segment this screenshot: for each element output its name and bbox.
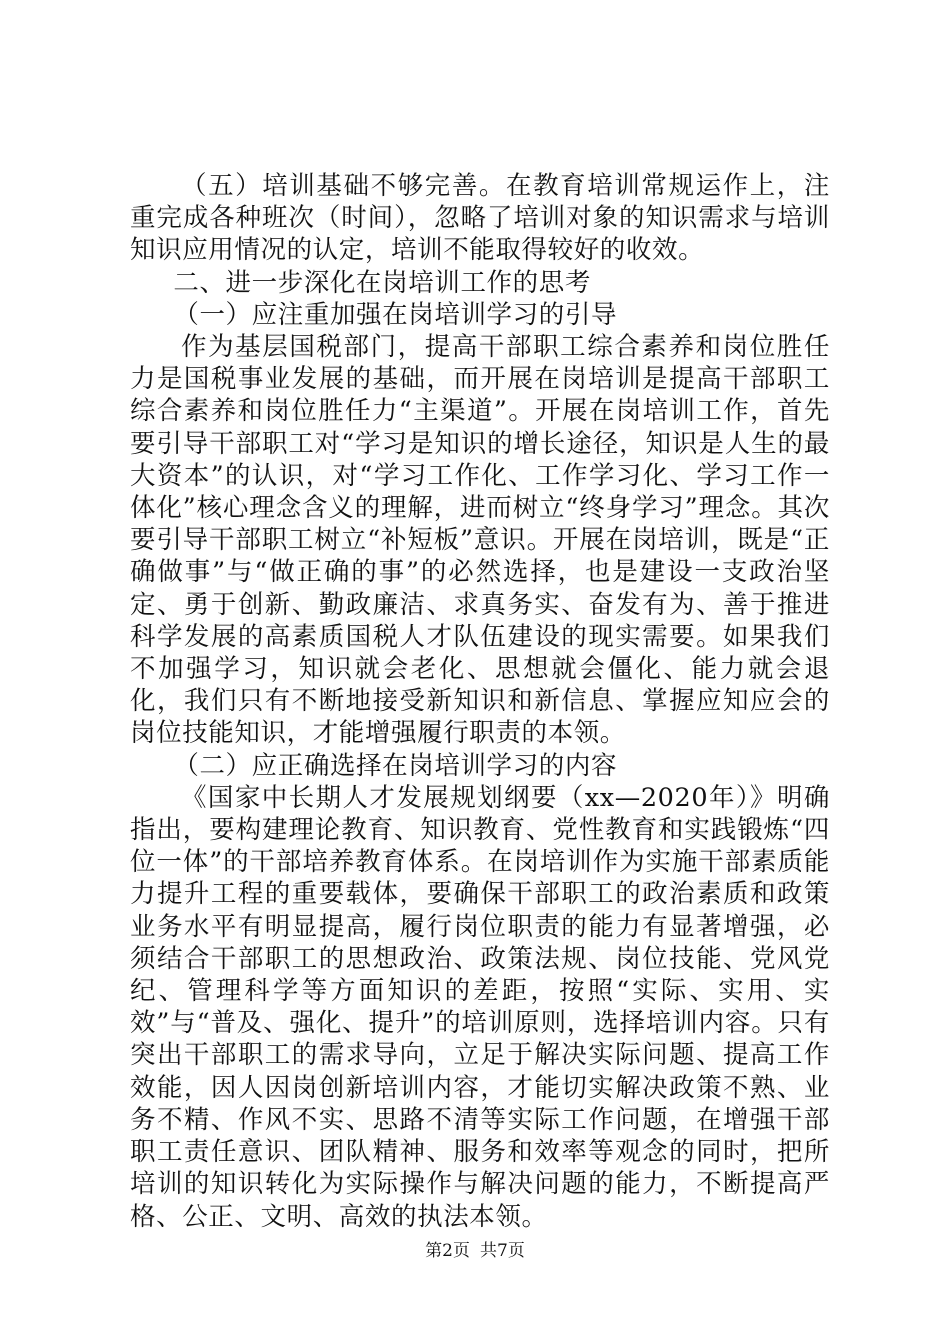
section-heading-deepen-training: 二、进一步深化在岗培训工作的思考 <box>173 267 591 298</box>
page-number: 第2页 <box>425 1241 470 1261</box>
subheading-content-selection: （二）应正确选择在岗培训学习的内容 <box>173 750 618 781</box>
page-total: 共7页 <box>480 1241 525 1261</box>
paragraph-training-foundation: （五）培训基础不够完善。在教育培训常规运作上，注重完成各种班次（时间），忽略了培训对象的知识需求与培训知识应用情况的认定，培训不能取得较好的收效。 <box>130 171 830 266</box>
paragraph-content-selection: 《国家中长期人才发展规划纲要（xx—2020年）》明确指出，要构建理论教育、知识教育、党性教育和实践锻炼“四位一体”的干部培养教育体系。在岗培训作为实施干部素质能力提升工程的重要载体，要确保干部职工的政治素质和政策业务水平有明显提高，履行岗位职责的能力有显著增强，必须结合干部职工的思想政治、政策法规、岗位技能、党风党纪、管理科学等方面知识的差距，按照“实际、实用、实效”与“普及、强化、提升”的培训原则，选择培训内容。只有突出干部职工的需求导向，立足于解决实际问题、提高工作效能，因人因岗创新培训内容，才能切实解决政策不熟、业务不精、作风不实、思路不清等实际工作问题，在增强干部职工责任意识、团队精神、服务和效率等观念的同时，把所培训的知识转化为实际操作与解决问题的能力，不断提高严格、公正、文明、高效的执法本领。 <box>130 782 830 1232</box>
paragraph-guidance: 作为基层国税部门，提高干部职工综合素养和岗位胜任力是国税事业发展的基础，而开展在岗培训是提高干部职工综合素养和岗位胜任力“主渠道”。开展在岗培训工作，首先要引导干部职工对“学习是知识的增长途径，知识是人生的最大资本”的认识，对“学习工作化、工作学习化、学习工作一体化”核心理念含义的理解，进而树立“终身学习”理念。其次要引导干部职工树立“补短板”意识。开展在岗培训，既是“正确做事”与“做正确的事”的必然选择，也是建设一支政治坚定、勇于创新、勤政廉洁、求真务实、奋发有为、善于推进科学发展的高素质国税人才队伍建设的现实需要。如果我们不加强学习，知识就会老化、思想就会僵化、能力就会退化，我们只有不断地接受新知识和新信息、掌握应知应会的岗位技能知识，才能增强履行职责的本领。 <box>130 332 830 749</box>
document-body <box>130 170 830 1233</box>
subheading-guidance: （一）应注重加强在岗培训学习的引导 <box>173 299 618 330</box>
page-footer <box>0 1241 950 1261</box>
